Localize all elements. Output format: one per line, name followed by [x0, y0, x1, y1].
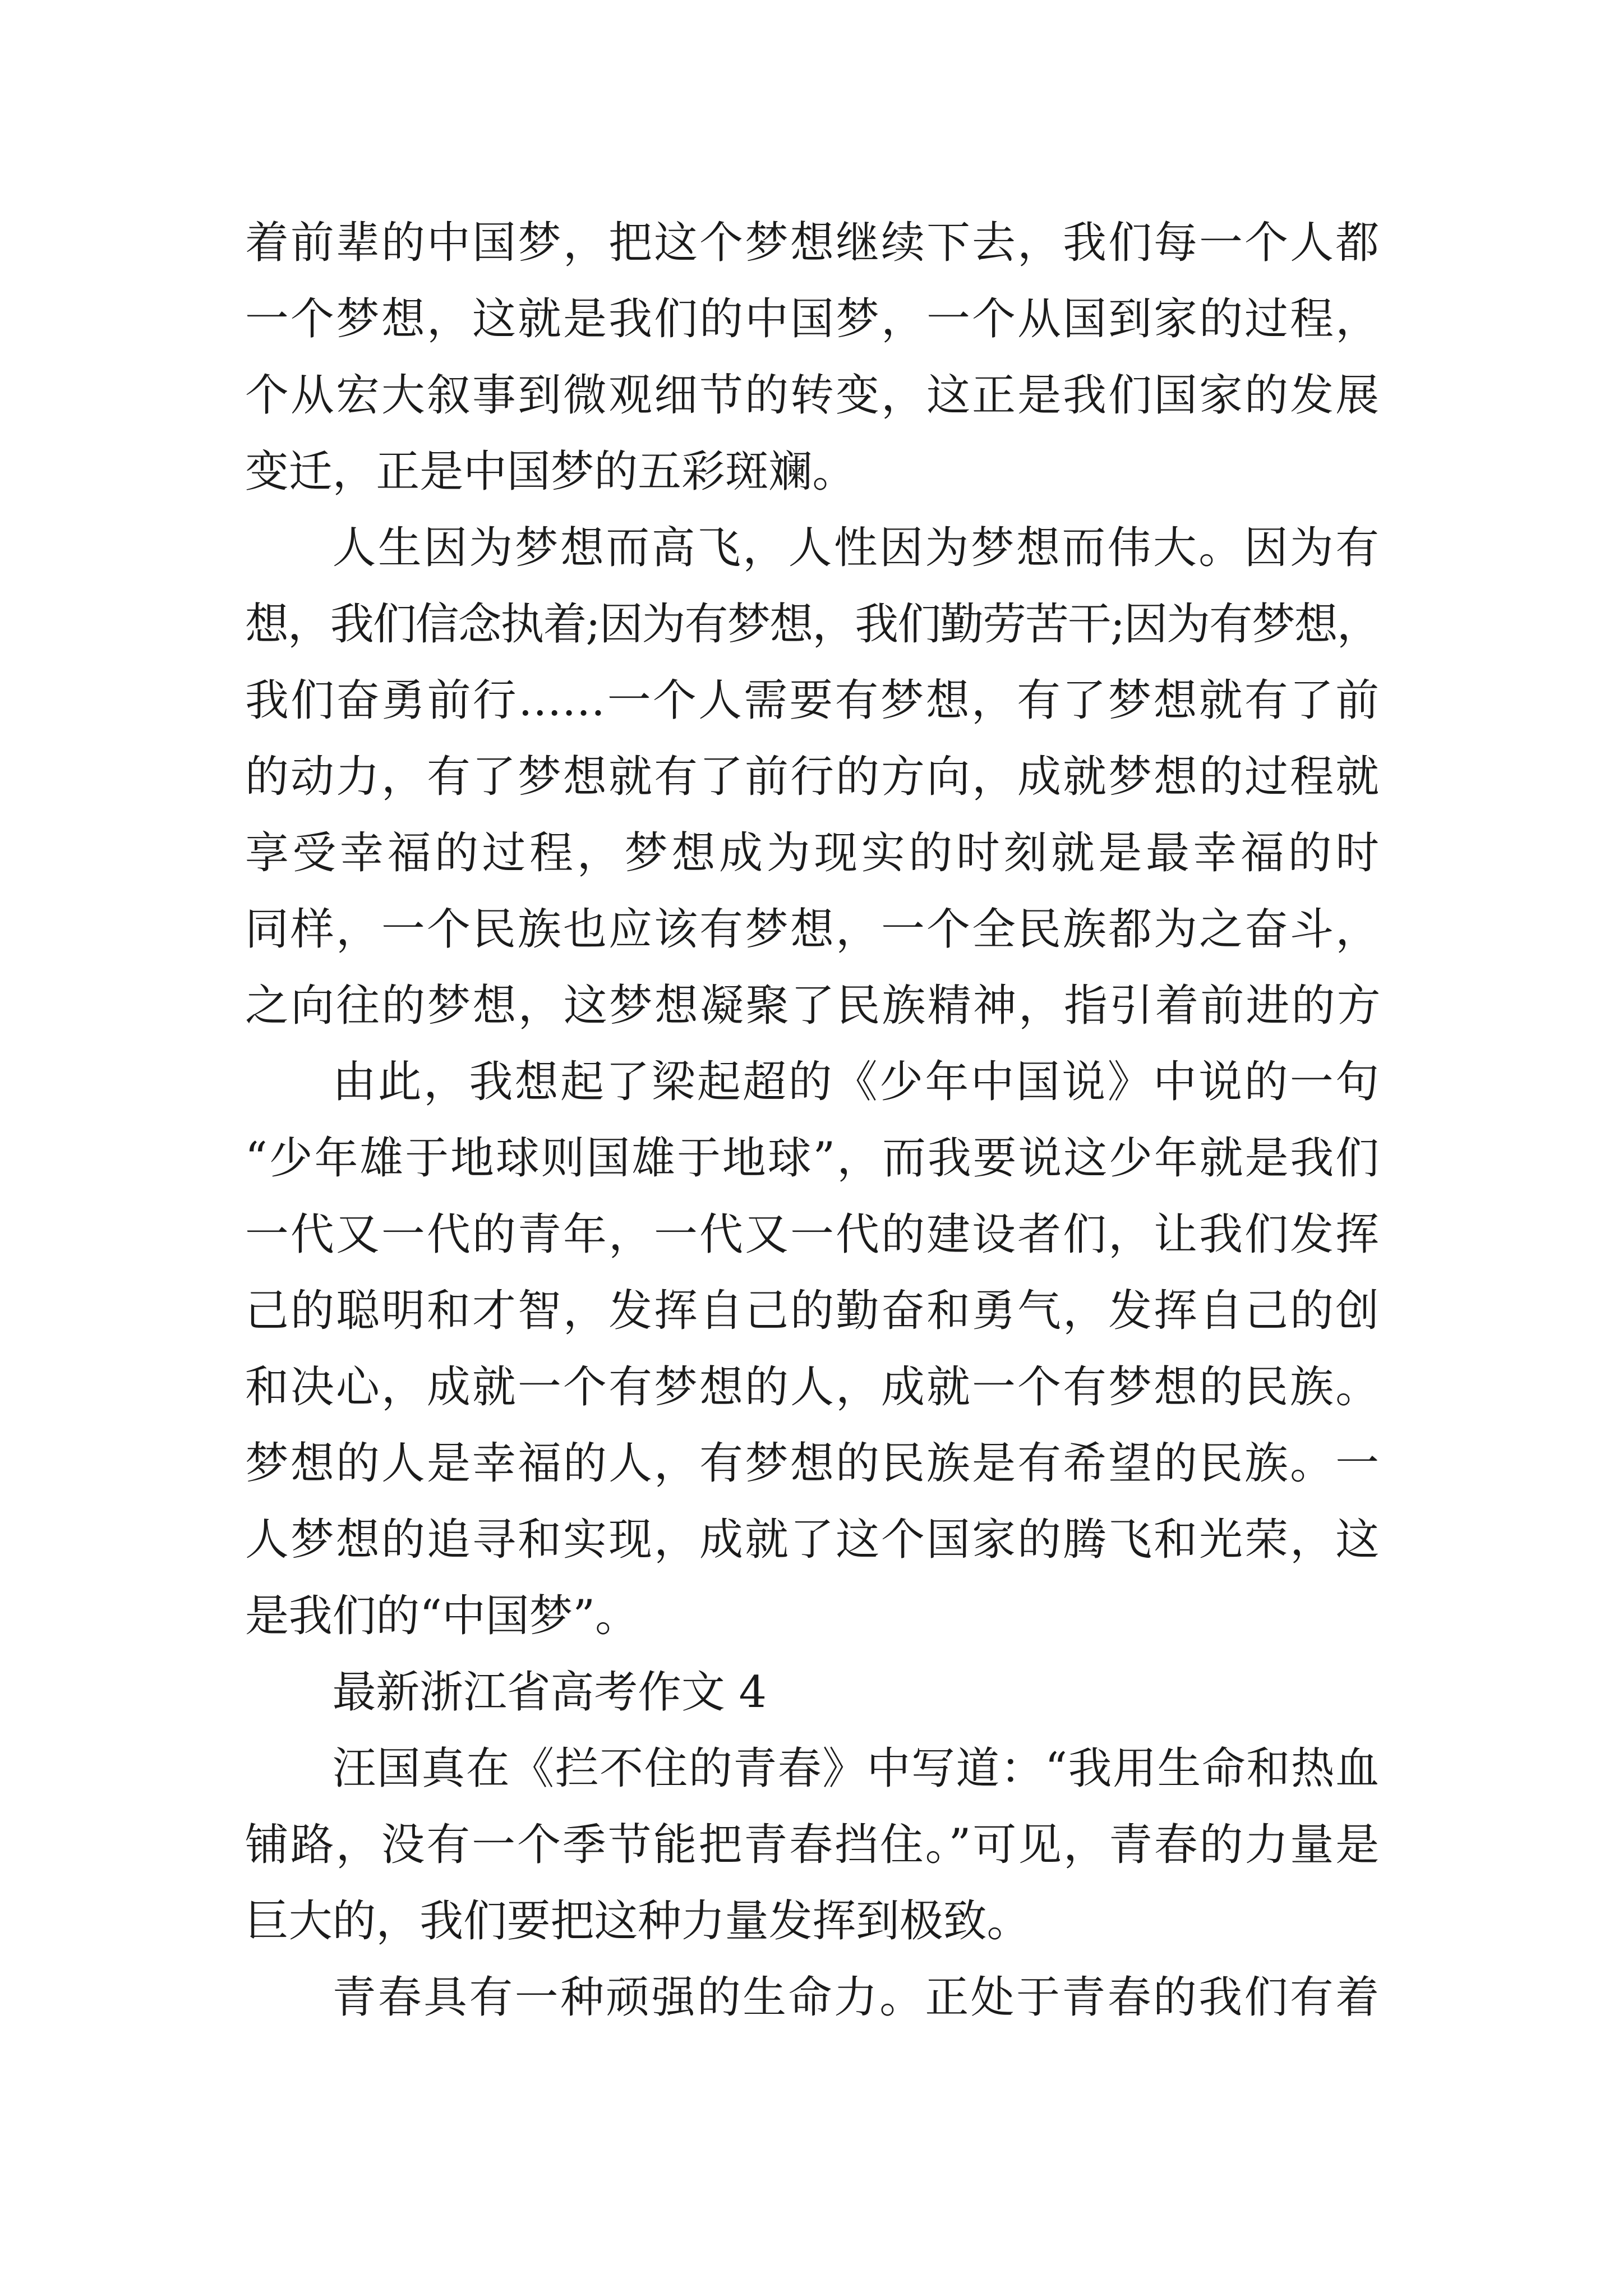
- text-line: 之向往的梦想，这梦想凝聚了民族精神，指引着前进的方: [245, 981, 1379, 1031]
- text-line: 巨大的，我们要把这种力量发挥到极致。: [245, 1896, 1031, 1947]
- text-line: 一代又一代的青年，一代又一代的建设者们，让我们发挥: [245, 1209, 1379, 1260]
- text-line: 青春具有一种顽强的生命力。正处于青春的我们有着: [332, 1972, 1379, 2023]
- text-line: 变迁，正是中国梦的五彩斑斓。: [245, 447, 856, 497]
- text-line: 一个梦想，这就是我们的中国梦，一个从国到家的过程，: [245, 294, 1379, 344]
- text-line: 享受幸福的过程，梦想成为现实的时刻就是最幸福的时: [245, 828, 1379, 878]
- text-line: 汪国真在《拦不住的青春》中写道：“我用生命和热血: [332, 1743, 1379, 1794]
- text-line: 人梦想的追寻和实现，成就了这个国家的腾飞和光荣，这: [245, 1515, 1379, 1565]
- paragraph: [245, 205, 1379, 510]
- text-line: 着前辈的中国梦，把这个梦想继续下去，我们每一个人都: [245, 218, 1379, 268]
- document-body: [245, 205, 1379, 2036]
- text-line: 和决心，成就一个有梦想的人，成就一个有梦想的民族。: [245, 1362, 1379, 1412]
- text-line: 同样，一个民族也应该有梦想，一个全民族都为之奋斗，: [245, 904, 1379, 955]
- text-line: 是我们的“中国梦”。: [245, 1591, 639, 1641]
- paragraph: [245, 1044, 1379, 1654]
- paragraph: [245, 510, 1379, 1044]
- text-line: 个从宏大叙事到微观细节的转变，这正是我们国家的发展: [245, 370, 1379, 421]
- text-line: 我们奋勇前行……一个人需要有梦想，有了梦想就有了前: [245, 675, 1379, 726]
- text-line: 梦想的人是幸福的人，有梦想的民族是有希望的民族。一: [245, 1438, 1379, 1489]
- text-line: 由此，我想起了梁起超的《少年中国说》中说的一句: [332, 1057, 1379, 1107]
- text-line: 铺路，没有一个季节能把青春挡住。”可见，青春的力量是: [245, 1820, 1379, 1870]
- paragraph: [245, 1959, 1379, 2036]
- text-line: 己的聪明和才智，发挥自己的勤奋和勇气，发挥自己的创: [245, 1286, 1379, 1336]
- text-line: 人生因为梦想而高飞，人性因为梦想而伟大。因为有: [332, 523, 1379, 573]
- section-heading: 最新浙江省高考作文 4: [332, 1667, 767, 1718]
- paragraph: [245, 1731, 1379, 1959]
- text-line: 想，我们信念执着;因为有梦想，我们勤劳苦干;因为有梦想，: [245, 599, 1379, 650]
- text-line: 的动力，有了梦想就有了前行的方向，成就梦想的过程就: [245, 752, 1379, 802]
- text-line: “少年雄于地球则国雄于地球”，而我要说这少年就是我们: [245, 1133, 1379, 1184]
